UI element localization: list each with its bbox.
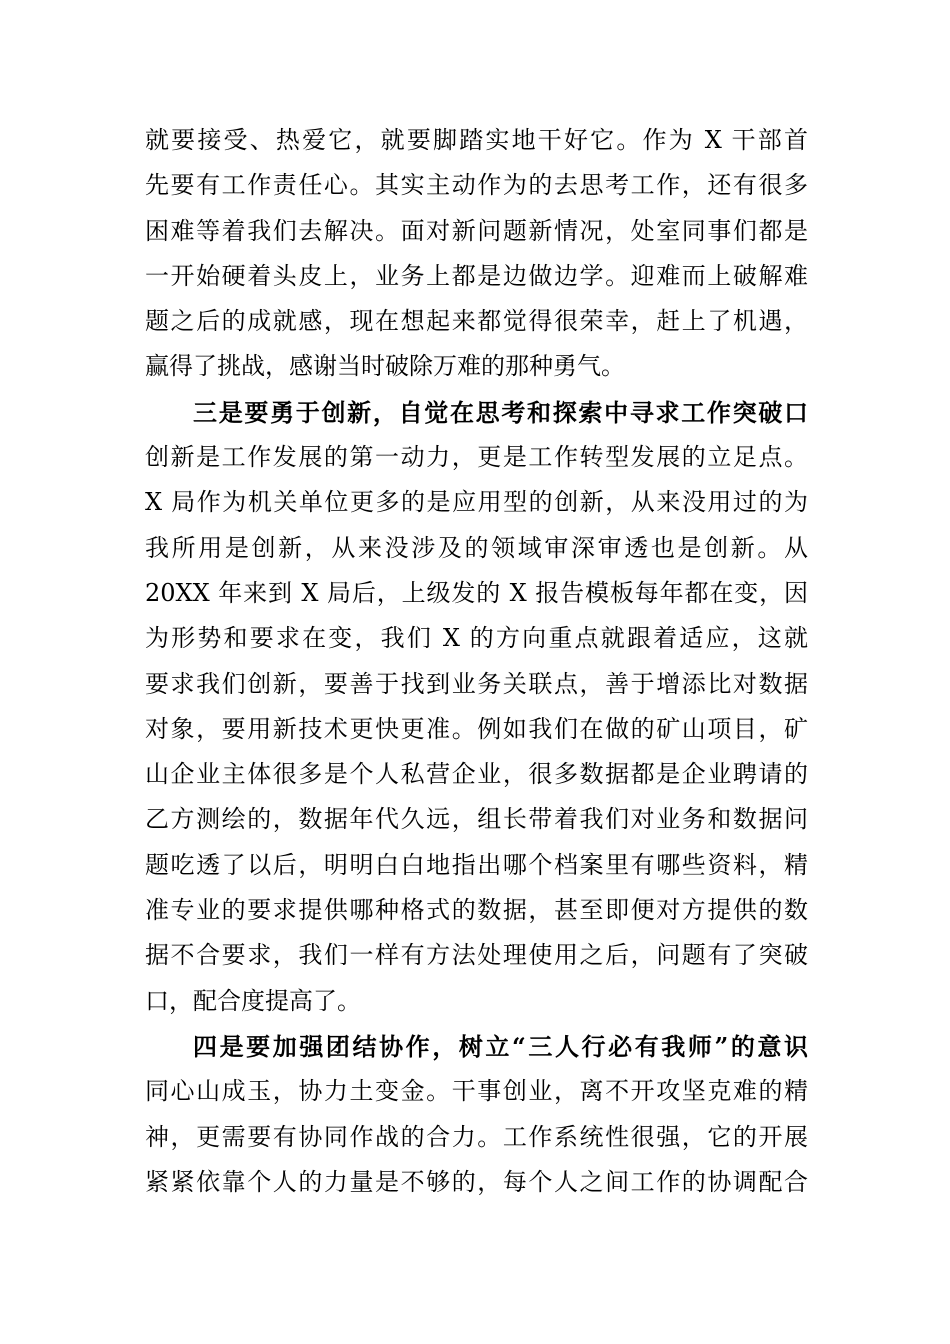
paragraph-line: 神，更需要有协同作战的合力。工作系统性很强，它的开展 bbox=[145, 1122, 808, 1151]
paragraph-line: 同心山成玉，协力土变金。干事创业，离不开攻坚克难的精 bbox=[145, 1077, 808, 1106]
document-page bbox=[145, 118, 808, 1205]
paragraph-line: X 局作为机关单位更多的是应用型的创新，从来没用过的为 bbox=[145, 488, 808, 517]
paragraph-line: 先要有工作责任心。其实主动作为的去思考工作，还有很多 bbox=[145, 171, 808, 200]
paragraph-line: 口，配合度提高了。 bbox=[145, 986, 361, 1015]
section-heading-line: 四是要加强团结协作，树立“三人行必有我师”的意识 bbox=[193, 1031, 808, 1061]
paragraph-line: 准专业的要求提供哪种格式的数据，甚至即便对方提供的数 bbox=[145, 896, 808, 925]
paragraph-line: 据不合要求，我们一样有方法处理使用之后，问题有了突破 bbox=[145, 941, 808, 970]
paragraph-line: 就要接受、热爱它，就要脚踏实地干好它。作为 X 干部首 bbox=[145, 126, 808, 154]
paragraph-line: 创新是工作发展的第一动力，更是工作转型发展的立足点。 bbox=[145, 443, 808, 472]
paragraph-line: 20XX 年来到 X 局后，上级发的 X 报告模板每年都在变，因 bbox=[145, 578, 808, 607]
paragraph-line: 乙方测绘的，数据年代久远，组长带着我们对业务和数据问 bbox=[145, 805, 808, 834]
paragraph-line: 困难等着我们去解决。面对新问题新情况，处室同事们都是 bbox=[145, 216, 808, 245]
paragraph-line: 题吃透了以后，明明白白地指出哪个档案里有哪些资料，精 bbox=[145, 850, 808, 879]
paragraph-line: 为形势和要求在变，我们 X 的方向重点就跟着适应，这就 bbox=[145, 624, 808, 653]
paragraph-line: 要求我们创新，要善于找到业务关联点，善于增添比对数据 bbox=[145, 669, 808, 698]
paragraph-line: 我所用是创新，从来没涉及的领域审深审透也是创新。从 bbox=[145, 533, 808, 562]
paragraph-line: 山企业主体很多是个人私营企业，很多数据都是企业聘请的 bbox=[145, 760, 808, 789]
paragraph-line: 对象，要用新技术更快更准。例如我们在做的矿山项目，矿 bbox=[145, 714, 808, 743]
section-heading-line: 三是要勇于创新，自觉在思考和探索中寻求工作突破口 bbox=[193, 397, 808, 427]
paragraph-line: 赢得了挑战，感谢当时破除万难的那种勇气。 bbox=[145, 352, 625, 381]
paragraph-line: 题之后的成就感，现在想起来都觉得很荣幸，赶上了机遇， bbox=[145, 307, 808, 336]
paragraph-line: 紧紧依靠个人的力量是不够的，每个人之间工作的协调配合 bbox=[145, 1167, 808, 1196]
paragraph-line: 一开始硬着头皮上，业务上都是边做边学。迎难而上破解难 bbox=[145, 261, 808, 290]
